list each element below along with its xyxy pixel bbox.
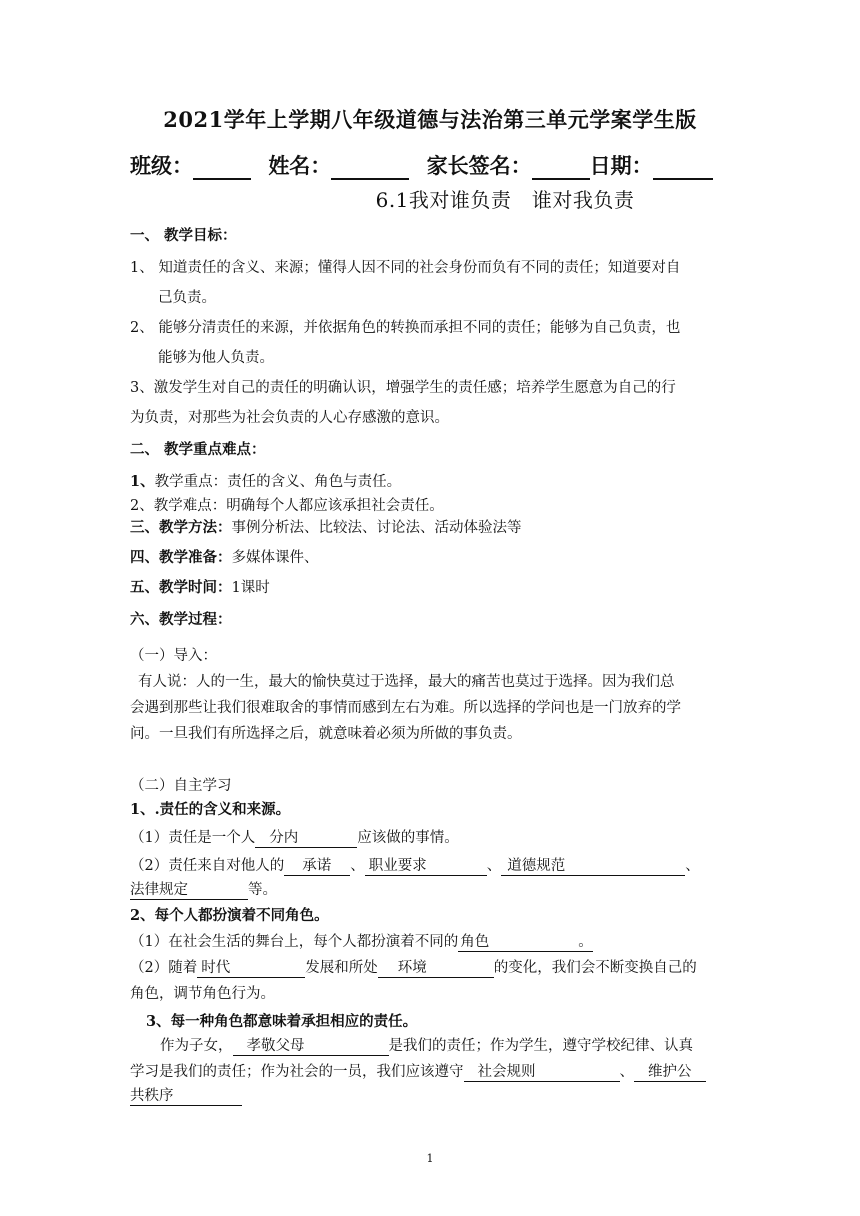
q3-p2-answer-1: 社会规则 bbox=[464, 1063, 620, 1082]
q3-p2-prefix: 学习是我们的责任；作为社会的一员，我们应该遵守 bbox=[130, 1064, 464, 1080]
q1-1-suffix: 应该做的事情。 bbox=[357, 830, 459, 846]
preparation-label: 四、教学准备： bbox=[130, 549, 232, 566]
q3-heading: 3、每一种角色都意味着承担相应的责任。 bbox=[146, 1013, 418, 1030]
intro-paragraph-line-2: 会遇到那些让我们很难取舍的事情而感到左右为难。所以选择的学问也是一门放弃的学 bbox=[130, 700, 681, 716]
q2-2-suffix: 的变化，我们会不断变换自己的 bbox=[493, 960, 697, 976]
objective-2-line-1: 2、 能够分清责任的来源，并依据角色的转换而承担不同的责任；能够为自己负责，也 bbox=[130, 320, 681, 336]
date-blank bbox=[653, 156, 713, 180]
objective-1-line-1: 1、 知道责任的含义、来源；懂得人因不同的社会身份而负有不同的责任；知道要对自 bbox=[130, 260, 681, 276]
key-point-text: 教学重点：责任的含义、角色与责任。 bbox=[154, 474, 402, 490]
method-label: 三、教学方法： bbox=[130, 519, 232, 536]
section-key-points-heading: 二、 教学重点难点： bbox=[130, 441, 266, 458]
q3-paragraph-line-2 bbox=[130, 1062, 730, 1082]
page-number: 1 bbox=[426, 1152, 434, 1165]
q1-2-separator-2: 、 bbox=[486, 858, 502, 874]
q3-p1-suffix: 是我们的责任；作为学生，遵守学校纪律、认真 bbox=[388, 1038, 693, 1054]
q3-p1-prefix: 作为子女， bbox=[160, 1038, 233, 1054]
q2-1-line bbox=[130, 932, 730, 952]
q2-1-answer: 角色 bbox=[458, 933, 578, 952]
q2-2-answer-1: 时代 bbox=[197, 959, 305, 978]
parent-signature-blank bbox=[532, 156, 590, 180]
objective-2-line-2: 能够为他人负责。 bbox=[158, 350, 274, 366]
intro-paragraph-line-1: 有人说：人的一生，最大的愉快莫过于选择，最大的痛苦也莫过于选择。因为我们总 bbox=[138, 674, 675, 690]
q2-2-prefix: （2）随着 bbox=[130, 960, 198, 976]
q1-2-line bbox=[130, 856, 730, 876]
q2-1-prefix: （1）在社会生活的舞台上，每个人都扮演着不同的 bbox=[130, 934, 459, 950]
objective-3-line-1: 3、激发学生对自己的责任的明确认识，增强学生的责任感；培养学生愿意为自己的行 bbox=[130, 380, 676, 396]
q3-p3-answer: 共秩序 bbox=[130, 1087, 242, 1106]
q3-p1-answer: 孝敬父母 bbox=[233, 1037, 389, 1056]
q1-2-line-2 bbox=[130, 880, 730, 900]
parent-signature-label: 家长签名： bbox=[426, 153, 532, 178]
q1-2-answer-4: 法律规定 bbox=[130, 881, 248, 900]
preparation-line bbox=[130, 548, 730, 568]
method-line bbox=[130, 518, 730, 538]
q1-2-separator-3: 、 bbox=[685, 858, 700, 874]
intro-heading: （一）导入： bbox=[130, 648, 217, 664]
q1-2-answer-1: 承诺 bbox=[284, 857, 350, 876]
q3-paragraph-line-3 bbox=[130, 1086, 730, 1106]
q2-2-line bbox=[130, 958, 730, 978]
method-text: 事例分析法、比较法、讨论法、活动体验法等 bbox=[231, 520, 522, 536]
class-blank bbox=[193, 156, 251, 180]
q2-heading: 2、每个人都扮演着不同角色。 bbox=[130, 907, 329, 924]
q2-2-answer-2: 环境 bbox=[378, 959, 494, 978]
class-label: 班级： bbox=[130, 153, 193, 178]
q1-1-line bbox=[130, 828, 730, 848]
q2-2-line-2: 角色，调节角色行为。 bbox=[130, 986, 275, 1002]
q1-2-answer-3: 道德规范 bbox=[501, 857, 685, 876]
self-study-heading: （二）自主学习 bbox=[130, 778, 232, 794]
difficulty-line: 2、教学难点：明确每个人都应该承担社会责任。 bbox=[130, 498, 444, 514]
time-label: 五、教学时间： bbox=[130, 579, 232, 596]
time-text: 1课时 bbox=[231, 580, 270, 596]
name-blank bbox=[331, 156, 409, 180]
document-title: 2021学年上学期八年级道德与法治第三单元学案学生版 bbox=[163, 107, 697, 132]
q1-heading: 1、.责任的含义和来源。 bbox=[130, 801, 291, 818]
q1-2-separator-1: 、 bbox=[350, 858, 365, 874]
time-line bbox=[130, 578, 730, 598]
preparation-text: 多媒体课件、 bbox=[231, 550, 319, 566]
name-label: 姓名： bbox=[268, 153, 332, 178]
q3-p2-separator: 、 bbox=[619, 1064, 634, 1080]
q2-1-suffix: 。 bbox=[578, 934, 593, 950]
q2-2-middle: 发展和所处 bbox=[305, 960, 378, 976]
student-info-line bbox=[130, 150, 730, 180]
q1-1-answer: 分内 bbox=[255, 829, 357, 848]
section-objectives-heading: 一、 教学目标： bbox=[130, 227, 237, 244]
q1-2-suffix: 等。 bbox=[248, 882, 277, 898]
key-point-number: 1、 bbox=[130, 473, 155, 490]
q1-1-prefix: （1）责任是一个人 bbox=[130, 830, 256, 846]
key-point-line bbox=[130, 472, 730, 492]
lesson-subtitle: 6.1我对谁负责 谁对我负责 bbox=[375, 188, 635, 212]
process-heading: 六、教学过程： bbox=[130, 611, 232, 628]
objective-1-line-2: 己负责。 bbox=[158, 290, 216, 306]
q3-paragraph-line-1 bbox=[160, 1036, 760, 1056]
q1-2-answer-2: 职业要求 bbox=[365, 857, 487, 876]
intro-paragraph-line-3: 问。一旦我们有所选择之后，就意味着必须为所做的事负责。 bbox=[130, 726, 522, 742]
q1-2-prefix: （2）责任来自对他人的 bbox=[130, 858, 285, 874]
q3-p2-answer-2: 维护公 bbox=[634, 1063, 706, 1082]
objective-3-line-2: 为负责，对那些为社会负责的人心存感激的意识。 bbox=[130, 410, 449, 426]
date-label: 日期： bbox=[589, 153, 653, 178]
